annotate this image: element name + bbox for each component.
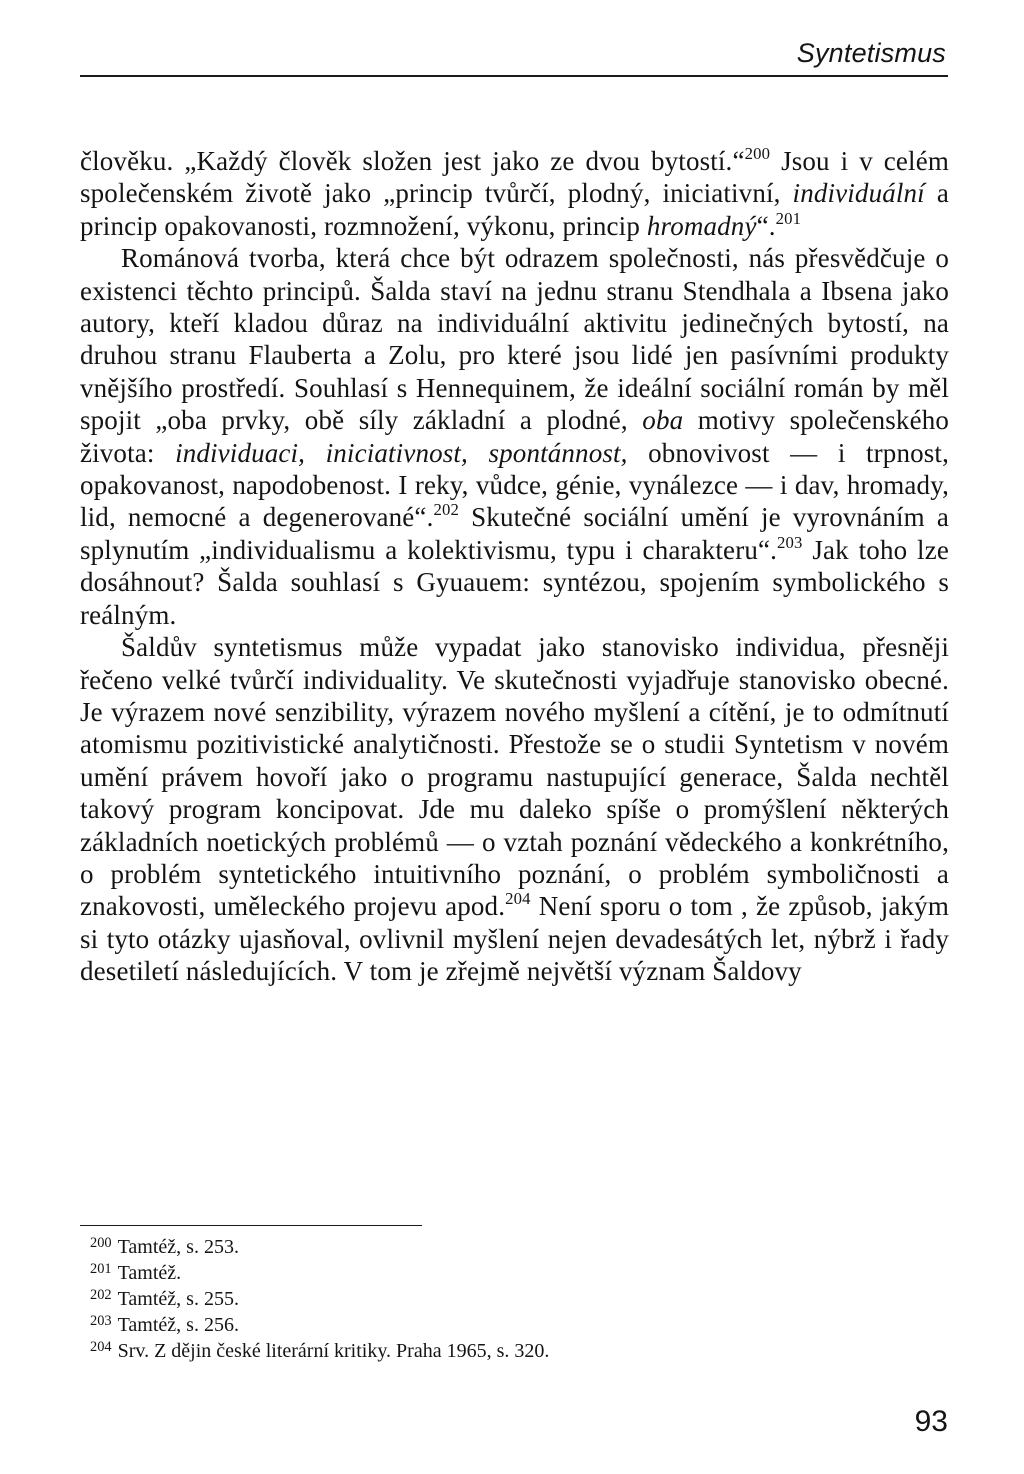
paragraph-text: Románová tvorba, která chce být odrazem společnosti, nás přesvědčuje o existenci těchto principů. Šalda staví na jednu stranu Stendhala a Ibsena jako autory, kteří kladou důraz na individuální aktivitu jedinečných bytostí, na druhou stranu Flauberta a Zolu, pro které jsou lidé jen pasívními produkty vnějšího prostředí. Souhlasí s Hennequinem, že ideální sociální román by měl spojit „oba prvky, obě síly základní a plodné, [80,243,949,436]
footnote-ref-204: 204 [505,889,531,909]
footnote-204 [90,1338,549,1364]
paragraph-1 [80,145,949,242]
header-rule [80,75,948,77]
paragraph-text: Skutečné sociální umění je vyrovnáním a splynutím „individualismu a kolektivismu, typu i charakteru“. [80,502,950,565]
footnote-mark: 203 [90,1312,112,1329]
emphasis-text: individuální [792,178,925,209]
footnote-text: Tamtéž. [117,1262,182,1284]
footnote-mark: 204 [90,1338,112,1355]
footnote-mark: 201 [90,1260,112,1277]
footnote-mark: 200 [90,1234,112,1251]
footnote-text: Tamtéž, s. 255. [117,1288,239,1310]
paragraph-text: obnovivost — i trpnost, opakovanost, napodobenost. I reky, vůdce, génie, vynálezce — i dav, hromady, lid, nemocné a degenerované“. [80,437,949,533]
footnote-ref-202: 202 [433,500,460,520]
paragraph-text: motivy společenského života: [80,405,950,468]
footnote-200 [90,1234,549,1260]
footnote-text: Srv. Z dějin české literární kritiky. Praha 1965, s. 320. [117,1340,550,1362]
paragraph-text: a princip opakovanosti, rozmnožení, výkonu, princip [80,178,949,241]
footnote-203 [90,1312,549,1338]
footnote-ref-200: 200 [744,144,771,164]
footnote-text: Tamtéž, s. 256. [117,1314,239,1336]
emphasis-text: oba [642,405,684,436]
running-head: Syntetismus [796,38,946,68]
paragraph-text: Není sporu o tom , že způsob, jakým si tyto otázky ujasňoval, ovlivnil myšlení nejen devadesátých let, nýbrž i řady desetiletí následujících. V tom je zřejmě největší význam Šaldovy [80,891,949,987]
emphasis-text: hromadný [646,210,757,241]
paragraph-text: Šaldův syntetismus může vypadat jako stanovisko individua, přesněji řečeno velké tvůrčí individuality. Ve skutečnosti vyjadřuje stanovisko obecné. Je výrazem nové senzibility, výrazem nového myšlení a cítění, je to odmítnutí atomismu pozitivistické analytičnosti. Přestože se o studii Syntetism v novém umění právem hovoří jako o programu nastupující generace, Šalda nechtěl takový program koncipovat. Jde mu daleko spíše o promýšlení některých základních noetických problémů — o vztah poznání vědeckého a konkrétního, o problém syntetického intuitivního poznání, o problém symboličnosti a znakovosti, uměleckého projevu apod. [80,632,949,922]
footnote-rule [80,1225,422,1226]
emphasis-text: individuaci, iniciativnost, spontánnost, [175,437,628,468]
paragraph-3 [80,631,949,987]
footnote-text: Tamtéž, s. 253. [117,1236,239,1258]
footnotes [90,1234,549,1364]
body-text [80,145,949,988]
paragraph-text: “. [756,210,776,241]
paragraph-2 [80,242,949,631]
paragraph-text: člověku. „Každý člověk složen jest jako ze dvou bytostí.“ [80,146,745,176]
paragraph-text: Jak toho lze dosáhnout? Šalda souhlasí s Gyuauem: syntézou, spojením symbolického s reálným. [80,534,949,630]
footnote-ref-201: 201 [775,208,802,228]
page-number: 93 [914,1405,948,1438]
paragraph-text: Jsou i v celém společenském životě jako „princip tvůrčí, plodný, iniciativní, [80,146,949,209]
footnote-201 [90,1260,549,1286]
footnote-mark: 202 [90,1286,112,1303]
footnote-202 [90,1286,549,1312]
footnote-ref-203: 203 [777,533,803,552]
